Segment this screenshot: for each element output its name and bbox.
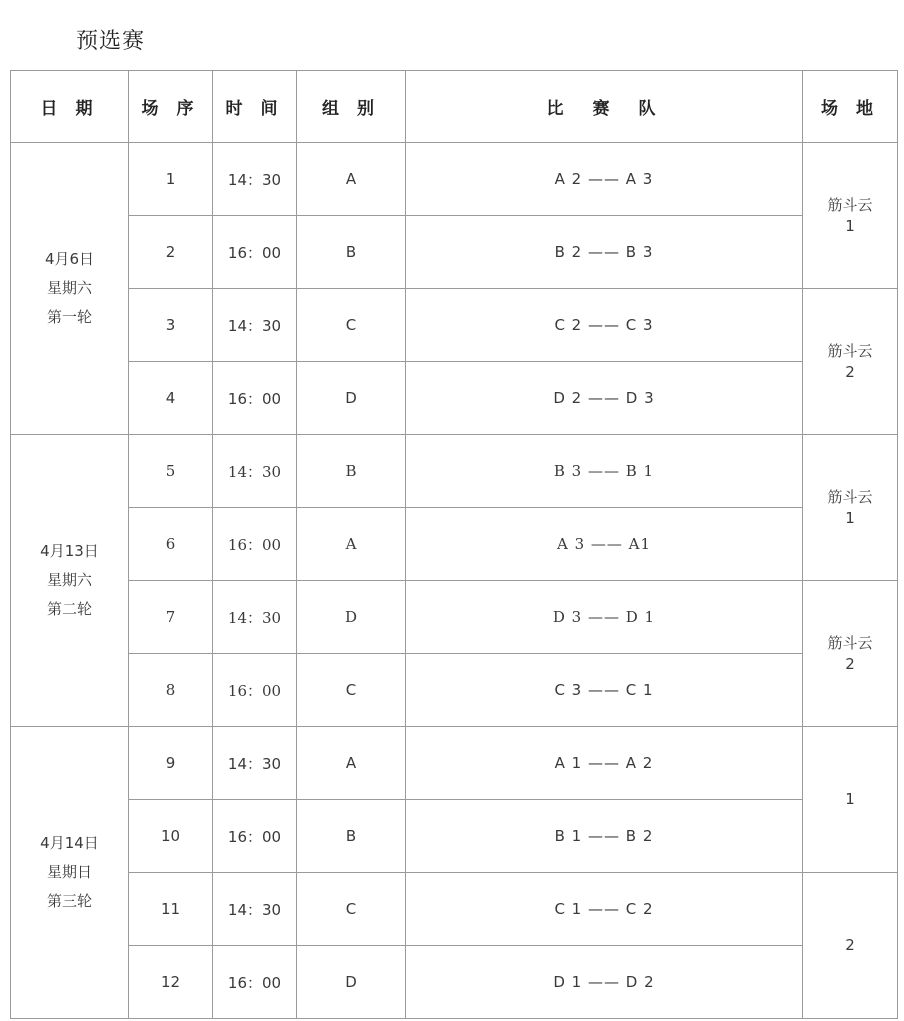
- venue-name: 筋斗云: [827, 487, 873, 506]
- date-cell: [11, 727, 129, 1019]
- match-group: D: [297, 362, 406, 435]
- table-row: [11, 362, 898, 435]
- date-cell: [11, 435, 129, 727]
- match-group: D: [297, 946, 406, 1019]
- match-number: 3: [129, 289, 213, 362]
- match-teams: C 3 —— C 1: [406, 654, 803, 727]
- venue-name: 筋斗云: [827, 633, 873, 652]
- match-number: 10: [129, 800, 213, 873]
- venue-name: 筋斗云: [827, 195, 873, 214]
- venue-number: 1: [845, 216, 855, 235]
- match-group: B: [297, 216, 406, 289]
- match-group: B: [297, 435, 406, 508]
- match-time: 16：00: [213, 508, 297, 581]
- match-time: 14：30: [213, 289, 297, 362]
- round-text: 第一轮: [46, 308, 92, 326]
- match-number: 8: [129, 654, 213, 727]
- match-group: C: [297, 873, 406, 946]
- match-group: D: [297, 581, 406, 654]
- weekday-text: 星期日: [46, 863, 92, 881]
- venue-number: 2: [845, 936, 855, 954]
- match-teams: A 2 —— A 3: [406, 143, 803, 216]
- match-time: 16：00: [213, 800, 297, 873]
- match-number: 4: [129, 362, 213, 435]
- table-row: [11, 289, 898, 362]
- match-number: 9: [129, 727, 213, 800]
- venue-cell: [803, 435, 898, 581]
- header-row: [11, 71, 898, 143]
- date-text: 4月14日: [40, 834, 99, 852]
- match-group: A: [297, 508, 406, 581]
- venue-cell: [803, 143, 898, 289]
- header-venue: 场 地: [803, 71, 898, 143]
- match-teams: C 1 —— C 2: [406, 873, 803, 946]
- table-row: [11, 143, 898, 216]
- venue-number: 1: [845, 508, 855, 527]
- match-group: A: [297, 143, 406, 216]
- venue-number: 1: [845, 790, 855, 808]
- venue-number: 2: [845, 654, 855, 673]
- match-teams: C 2 —— C 3: [406, 289, 803, 362]
- match-group: B: [297, 800, 406, 873]
- header-match-number: 场 序: [129, 71, 213, 143]
- round-text: 第二轮: [46, 600, 92, 618]
- venue-name: 筋斗云: [827, 341, 873, 360]
- venue-number: 2: [845, 362, 855, 381]
- table-row: [11, 581, 898, 654]
- date-text: 4月13日: [40, 542, 99, 560]
- venue-cell: [803, 873, 898, 1019]
- match-teams: B 3 —— B 1: [406, 435, 803, 508]
- match-number: 1: [129, 143, 213, 216]
- match-time: 16：00: [213, 654, 297, 727]
- match-number: 7: [129, 581, 213, 654]
- header-time: 时 间: [213, 71, 297, 143]
- match-teams: B 2 —— B 3: [406, 216, 803, 289]
- match-group: C: [297, 654, 406, 727]
- match-group: A: [297, 727, 406, 800]
- date-text: 4月6日: [44, 250, 95, 268]
- match-number: 2: [129, 216, 213, 289]
- match-teams: B 1 —— B 2: [406, 800, 803, 873]
- venue-cell: [803, 727, 898, 873]
- header-teams: 比 赛 队: [406, 71, 803, 143]
- table-row: [11, 216, 898, 289]
- date-cell: [11, 143, 129, 435]
- table-row: [11, 508, 898, 581]
- match-time: 16：00: [213, 362, 297, 435]
- match-group: C: [297, 289, 406, 362]
- match-time: 14：30: [213, 727, 297, 800]
- table-row: [11, 946, 898, 1019]
- match-teams: D 1 —— D 2: [406, 946, 803, 1019]
- match-time: 14：30: [213, 581, 297, 654]
- table-row: [11, 800, 898, 873]
- match-teams: D 3 —— D 1: [406, 581, 803, 654]
- header-date: 日 期: [11, 71, 129, 143]
- header-group: 组 别: [297, 71, 406, 143]
- match-time: 14：30: [213, 435, 297, 508]
- table-row: [11, 435, 898, 508]
- match-teams: A 3 —— A1: [406, 508, 803, 581]
- schedule-table: [10, 70, 898, 1019]
- venue-cell: [803, 289, 898, 435]
- table-row: [11, 873, 898, 946]
- page-title: 预选赛: [76, 29, 146, 54]
- match-number: 11: [129, 873, 213, 946]
- venue-cell: [803, 581, 898, 727]
- weekday-text: 星期六: [46, 279, 92, 297]
- match-number: 12: [129, 946, 213, 1019]
- match-time: 16：00: [213, 946, 297, 1019]
- weekday-text: 星期六: [46, 571, 92, 589]
- match-teams: D 2 —— D 3: [406, 362, 803, 435]
- match-number: 6: [129, 508, 213, 581]
- table-row: [11, 727, 898, 800]
- match-teams: A 1 —— A 2: [406, 727, 803, 800]
- match-time: 14：30: [213, 143, 297, 216]
- table-row: [11, 654, 898, 727]
- round-text: 第三轮: [46, 892, 92, 910]
- match-number: 5: [129, 435, 213, 508]
- match-time: 14：30: [213, 873, 297, 946]
- match-time: 16：00: [213, 216, 297, 289]
